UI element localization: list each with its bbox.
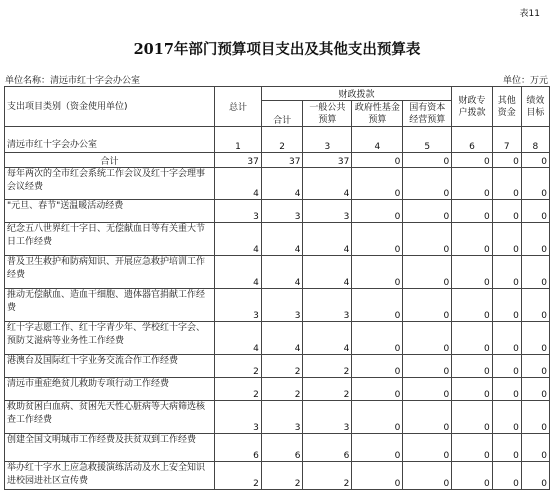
value-cell: 0 [352, 322, 403, 355]
header-performance: 绩效目标 [521, 87, 549, 127]
total-cell: 0 [452, 153, 493, 168]
index-cell: 1 [215, 127, 262, 153]
table-row [5, 223, 550, 256]
value-cell: 2 [303, 378, 352, 401]
value-cell: 0 [492, 401, 521, 434]
value-cell: 0 [521, 462, 549, 490]
value-cell: 0 [521, 289, 549, 322]
value-cell: 0 [403, 223, 452, 256]
value-cell: 0 [492, 200, 521, 223]
value-cell: 0 [352, 223, 403, 256]
total-cell: 37 [303, 153, 352, 168]
value-cell: 3 [303, 200, 352, 223]
project-name: 清远市重症绝贫儿救助专项行动工作经费 [5, 378, 215, 401]
value-cell: 0 [452, 322, 493, 355]
table-number: 表11 [519, 9, 540, 19]
table-row [5, 200, 550, 223]
value-cell: 6 [303, 434, 352, 462]
value-cell: 0 [403, 289, 452, 322]
value-cell: 2 [261, 355, 303, 378]
value-cell: 0 [452, 434, 493, 462]
value-cell: 0 [521, 200, 549, 223]
index-cell: 8 [521, 127, 549, 153]
value-cell: 3 [303, 401, 352, 434]
table-row [5, 256, 550, 289]
header-special: 财政专户拨款 [452, 87, 493, 127]
value-cell: 0 [403, 168, 452, 200]
value-cell: 2 [215, 378, 262, 401]
index-cell: 5 [403, 127, 452, 153]
table-row [5, 168, 550, 200]
value-cell: 0 [452, 256, 493, 289]
value-cell: 2 [215, 462, 262, 490]
value-cell: 3 [303, 289, 352, 322]
value-cell: 6 [261, 434, 303, 462]
value-cell: 0 [492, 289, 521, 322]
header-fiscal-subtotal: 合计 [261, 101, 303, 127]
value-cell: 0 [521, 322, 549, 355]
value-cell: 0 [403, 401, 452, 434]
table-row [5, 434, 550, 462]
total-cell: 37 [215, 153, 262, 168]
total-cell: 0 [521, 153, 549, 168]
header-fiscal: 财政拨款 [261, 87, 451, 101]
project-name: 创建全国文明城市工作经费及扶贫双到工作经费 [5, 434, 215, 462]
value-cell: 2 [215, 355, 262, 378]
index-label: 清远市红十字会办公室 [5, 127, 215, 153]
value-cell: 0 [352, 200, 403, 223]
value-cell: 4 [261, 168, 303, 200]
project-name: 普及卫生救护和防病知识、开展应急救护培训工作经费 [5, 256, 215, 289]
project-name: 救助贫困白血病、贫困先天性心脏病等大病筛选核查工作经费 [5, 401, 215, 434]
value-cell: 0 [521, 223, 549, 256]
index-row [5, 127, 550, 153]
value-cell: 0 [352, 401, 403, 434]
value-cell: 0 [521, 378, 549, 401]
value-cell: 0 [452, 289, 493, 322]
value-cell: 4 [215, 322, 262, 355]
value-cell: 3 [261, 401, 303, 434]
value-cell: 4 [261, 256, 303, 289]
header-gov-fund: 政府性基金预算 [352, 101, 403, 127]
project-name: 红十字志愿工作、红十字青少年、学校红十字会、预防艾滋病等业务性工作经费 [5, 322, 215, 355]
value-cell: 0 [352, 462, 403, 490]
value-cell: 3 [215, 401, 262, 434]
value-cell: 2 [303, 355, 352, 378]
value-cell: 4 [261, 223, 303, 256]
table-row [5, 401, 550, 434]
project-name: 推动无偿献血、造血干细胞、遗体器官捐献工作经费 [5, 289, 215, 322]
value-cell: 4 [215, 223, 262, 256]
value-cell: 2 [261, 462, 303, 490]
project-name: "元旦、春节"送温暖活动经费 [5, 200, 215, 223]
value-cell: 0 [521, 401, 549, 434]
budget-table [4, 86, 550, 490]
value-cell: 0 [403, 378, 452, 401]
value-cell: 0 [452, 168, 493, 200]
value-cell: 0 [352, 256, 403, 289]
value-cell: 0 [492, 462, 521, 490]
value-cell: 0 [452, 355, 493, 378]
currency-unit: 单位：万元 [502, 76, 548, 86]
value-cell: 0 [492, 378, 521, 401]
total-cell: 0 [352, 153, 403, 168]
total-cell: 37 [261, 153, 303, 168]
value-cell: 0 [352, 434, 403, 462]
page-title: 2017年部门预算项目支出及其他支出预算表 [133, 41, 421, 58]
table-row [5, 289, 550, 322]
value-cell: 4 [303, 168, 352, 200]
value-cell: 0 [452, 378, 493, 401]
header-total: 总计 [215, 87, 262, 127]
value-cell: 4 [261, 322, 303, 355]
table-row [5, 462, 550, 490]
total-cell: 0 [492, 153, 521, 168]
project-name: 纪念五八世界红十字日、无偿献血日等有关重大节日工作经费 [5, 223, 215, 256]
value-cell: 0 [352, 168, 403, 200]
value-cell: 2 [261, 378, 303, 401]
value-cell: 0 [521, 256, 549, 289]
value-cell: 0 [403, 256, 452, 289]
total-label: 合计 [5, 153, 215, 168]
value-cell: 0 [352, 289, 403, 322]
value-cell: 4 [215, 256, 262, 289]
value-cell: 0 [403, 434, 452, 462]
total-cell: 0 [403, 153, 452, 168]
value-cell: 4 [303, 256, 352, 289]
value-cell: 4 [303, 223, 352, 256]
value-cell: 6 [215, 434, 262, 462]
header-general-budget: 一般公共预算 [303, 101, 352, 127]
project-name: 举办红十字水上应急救援演练活动及水上安全知识进校园进社区宣传费 [5, 462, 215, 490]
table-row [5, 355, 550, 378]
header-category: 支出项目类别（资金使用单位) [5, 87, 215, 127]
value-cell: 0 [492, 434, 521, 462]
value-cell: 0 [352, 355, 403, 378]
value-cell: 0 [492, 256, 521, 289]
value-cell: 3 [215, 200, 262, 223]
value-cell: 3 [261, 289, 303, 322]
value-cell: 0 [521, 355, 549, 378]
index-cell: 2 [261, 127, 303, 153]
value-cell: 0 [452, 462, 493, 490]
value-cell: 3 [261, 200, 303, 223]
value-cell: 0 [403, 322, 452, 355]
value-cell: 0 [521, 434, 549, 462]
total-row [5, 153, 550, 168]
value-cell: 0 [403, 462, 452, 490]
index-cell: 7 [492, 127, 521, 153]
table-row [5, 378, 550, 401]
value-cell: 0 [452, 200, 493, 223]
value-cell: 0 [492, 355, 521, 378]
index-cell: 4 [352, 127, 403, 153]
index-cell: 3 [303, 127, 352, 153]
project-name: 港澳台及国际红十字业务交流合作工作经费 [5, 355, 215, 378]
value-cell: 0 [492, 223, 521, 256]
value-cell: 4 [303, 322, 352, 355]
value-cell: 2 [303, 462, 352, 490]
value-cell: 0 [521, 168, 549, 200]
value-cell: 4 [215, 168, 262, 200]
header-other: 其他资金 [492, 87, 521, 127]
value-cell: 0 [452, 401, 493, 434]
value-cell: 0 [452, 223, 493, 256]
header-state-capital: 国有资本经营预算 [403, 101, 452, 127]
value-cell: 3 [215, 289, 262, 322]
project-name: 每年两次的全市红会系统工作会议及红十字会理事会议经费 [5, 168, 215, 200]
table-row [5, 322, 550, 355]
value-cell: 0 [492, 168, 521, 200]
value-cell: 0 [403, 355, 452, 378]
unit-name: 单位名称：清远市红十字会办公室 [5, 76, 141, 86]
value-cell: 0 [403, 200, 452, 223]
value-cell: 0 [492, 322, 521, 355]
index-cell: 6 [452, 127, 493, 153]
value-cell: 0 [352, 378, 403, 401]
